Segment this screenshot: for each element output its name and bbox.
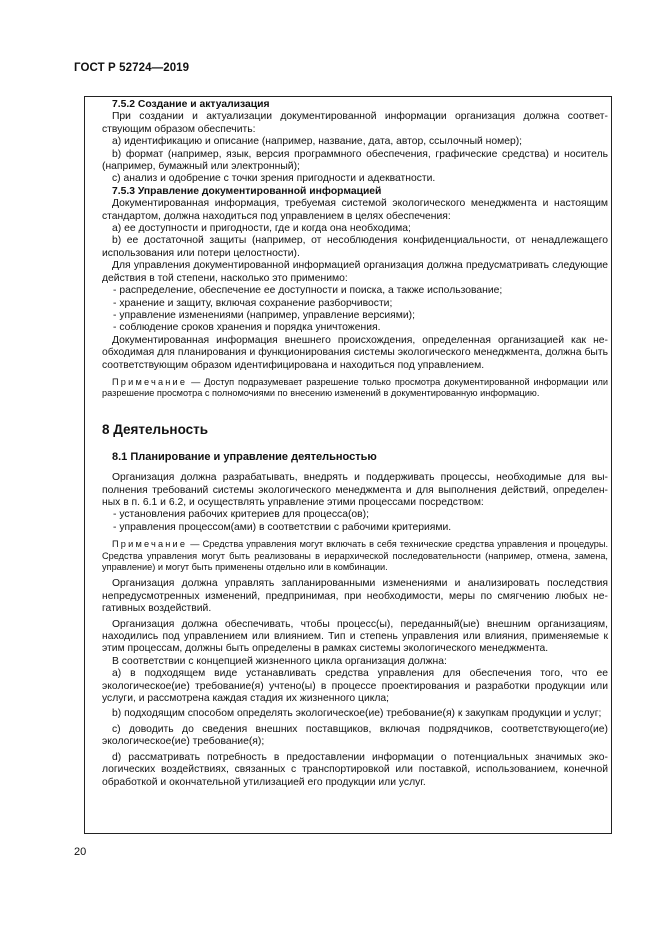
section-7-5-2-intro: При создании и актуализации документированной информации организация должна соответствующим образом обеспечить: [102, 111, 608, 135]
dash-item: - управления процессом(ами) в соответствии с рабочими критериями. [113, 521, 452, 533]
dash-item: - распределение, обеспечение ее доступности и поиска, а также использование; [113, 285, 503, 297]
paragraph: В соответствии с концепцией жизненного цикла организация должна: [112, 655, 447, 667]
paragraph: Организация должна управлять запланированными изменениями и анализировать последствия непредусмотренных изменений, предпринимая, при необходимости, меры по смягчению любых негативных воздействий. [102, 578, 608, 615]
section-8-heading: 8 Деятельность [102, 421, 209, 437]
note-label: Примечание [112, 539, 188, 550]
section-7-5-3-heading: 7.5.3 Управление документированной информацией [112, 185, 382, 197]
note-text: — Доступ подразумевает разрешение только просмотра документированной информации или разрешение просмотра с полномочиями по внесению изменений в документированную информацию. [102, 376, 608, 399]
section-7-5-3-intro: Документированная информация, требуемая системой экологического менеджмента и настоящим стандартом, должна находиться под управлением в целях обеспечения: [102, 198, 608, 222]
note-text: — Средства управления могут включать в себя технические средства управления и процедуры. Средства управления могут быть реализованы в иерархической последовательности (например, отмена, замена, управление) и могут быть применены отдельно или в комбинации. [102, 539, 608, 572]
paragraph: Документированная информация внешнего происхождения, определенная организацией как необходимая для планирования и функционирования системы экологического менеджмента, должна быть соответствующим образом идентифицирована и находиться под управлением. [102, 334, 608, 371]
page-content [102, 99, 608, 789]
paragraph: Организация должна разрабатывать, внедрять и поддерживать процессы, необходимые для выполнения требований системы экологического менеджмента и для выполнения действий, определенных в п. 6.1 и 6.2, и осуществлять управление этими процессами посредством: [102, 472, 608, 508]
dash-item: - управление изменениями (например, управление версиями); [113, 309, 415, 321]
list-item: b) формат (например, язык, версия программного обеспечения, графические средства) и носитель (например, бумажный или электронный); [102, 148, 608, 173]
list-item: d) рассматривать потребность в предоставлении информации о потенциальных значимых экологических воздействиях, связанных с транспортировкой или поставкой, использованием, конечной обработкой и окончательной утилизацией его продукции или услуг. [102, 751, 608, 788]
note-8-1 [102, 539, 608, 573]
list-item: а) ее доступности и пригодности, где и когда она необходима; [112, 223, 411, 235]
list-item: b) подходящим способом определять экологическое(ие) требование(я) к закупкам продукции и услуг; [112, 708, 602, 720]
document-header: ГОСТ Р 52724—2019 [74, 62, 190, 74]
list-item: b) ее достаточной защиты (например, от несоблюдения конфиденциальности, от ненадлежащего использования или потери целостности). [102, 235, 608, 259]
paragraph: Организация должна обеспечивать, чтобы процесс(ы), переданный(ые) внешним организациям, находились под управлением или влиянием. Тип и степень управления или влияния, применяемые к этим процессам, должны быть определены в рамках системы экологического менеджмента. [102, 618, 608, 655]
section-8-1-heading: 8.1 Планирование и управление деятельностью [112, 450, 377, 463]
list-item: а) в подходящем виде устанавливать средства управления для обеспечения того, что ее экологическое(ие) требование(я) учтено(ы) в процессе проектирования и разработки продукции или услуги, и рассмотрена каждая стадия их жизненного цикла; [102, 668, 608, 705]
dash-item: - соблюдение сроков хранения и порядка уничтожения. [113, 322, 381, 334]
note-7-5-3 [102, 377, 608, 400]
paragraph: Для управления документированной информацией организация должна предусматривать следующие действия в той степени, насколько это применимо: [102, 260, 608, 284]
page-number: 20 [74, 846, 87, 858]
dash-item: - установления рабочих критериев для процесса(ов); [113, 509, 369, 521]
dash-item: - хранение и защиту, включая сохранение разборчивости; [113, 297, 393, 309]
list-item: с) анализ и одобрение с точки зрения пригодности и адекватности. [112, 173, 436, 185]
list-item: с) доводить до сведения внешних поставщиков, включая подрядчиков, соответствующего(ие) экологическое(ие) требование(я); [102, 723, 608, 748]
list-item: а) идентификацию и описание (например, название, дата, автор, ссылочный номер); [112, 136, 523, 148]
section-7-5-2-heading: 7.5.2 Создание и актуализация [112, 99, 270, 110]
note-label: Примечание [112, 376, 188, 387]
